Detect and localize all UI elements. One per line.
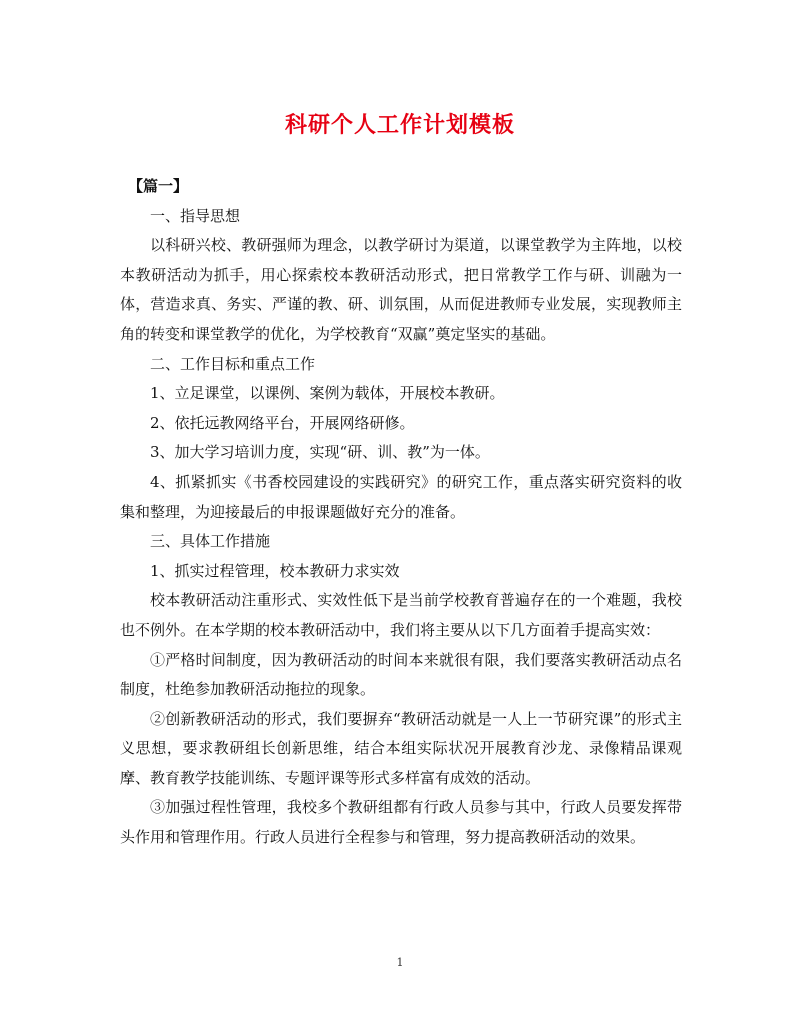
list-item-measure-1: ①严格时间制度，因为教研活动的时间本来就很有限，我们要落实教研活动点名制度，杜绝参加教研活动拖拉的现象。 [120, 650, 682, 699]
list-item-goal-2: 2、依托远教网络平台，开展网络研修。 [150, 413, 415, 432]
document-body [120, 172, 682, 853]
list-item-measure-2: ②创新教研活动的形式，我们要摒弃“教研活动就是一人上一节研究课”的形式主义思想，要求教研组长创新思维，结合本组实际状况开展教育沙龙、录像精品课观摩、教育教学技能训练、专题评课等形式多样富有成效的活动。 [120, 709, 682, 787]
list-item-goal-3: 3、加大学习培训力度，实现“研、训、教”为一体。 [150, 443, 490, 462]
subheading-process-management: 1、抓实过程管理，校本教研力求实效 [150, 561, 400, 580]
heading-goals: 二、工作目标和重点工作 [150, 354, 316, 373]
list-item-goal-4: 4、抓紧抓实《书香校园建设的实践研究》的研究工作，重点落实研究资料的收集和整理，为迎接最后的申报课题做好充分的准备。 [120, 472, 682, 521]
paragraph-guiding-ideology: 以科研兴校、教研强师为理念，以教学研讨为渠道，以课堂教学为主阵地，以校本教研活动为抓手，用心探索校本教研活动形式，把日常教学工作与研、训融为一体，营造求真、务实、严谨的教、研、训氛围，从而促进教师专业发展，实现教师主角的转变和课堂教学的优化，为学校教育“双赢”奠定坚实的基础。 [120, 236, 682, 343]
paragraph-process-management: 校本教研活动注重形式、实效性低下是当前学校教育普遍存在的一个难题，我校也不例外。在本学期的校本教研活动中，我们将主要从以下几方面着手提高实效： [120, 591, 682, 639]
document-title: 科研个人工作计划模板 [284, 113, 515, 138]
list-item-measure-3: ③加强过程性管理，我校多个教研组都有行政人员参与其中，行政人员要发挥带头作用和管理作用。行政人员进行全程参与和管理，努力提高教研活动的效果。 [120, 798, 682, 847]
section-tag: 【篇一】 [128, 177, 189, 195]
heading-guiding-ideology: 一、指导思想 [150, 206, 241, 225]
heading-measures: 三、具体工作措施 [150, 532, 271, 551]
list-item-goal-1: 1、立足课堂，以课例、案例为载体，开展校本教研。 [150, 384, 505, 403]
page-number: 1 [396, 956, 404, 969]
